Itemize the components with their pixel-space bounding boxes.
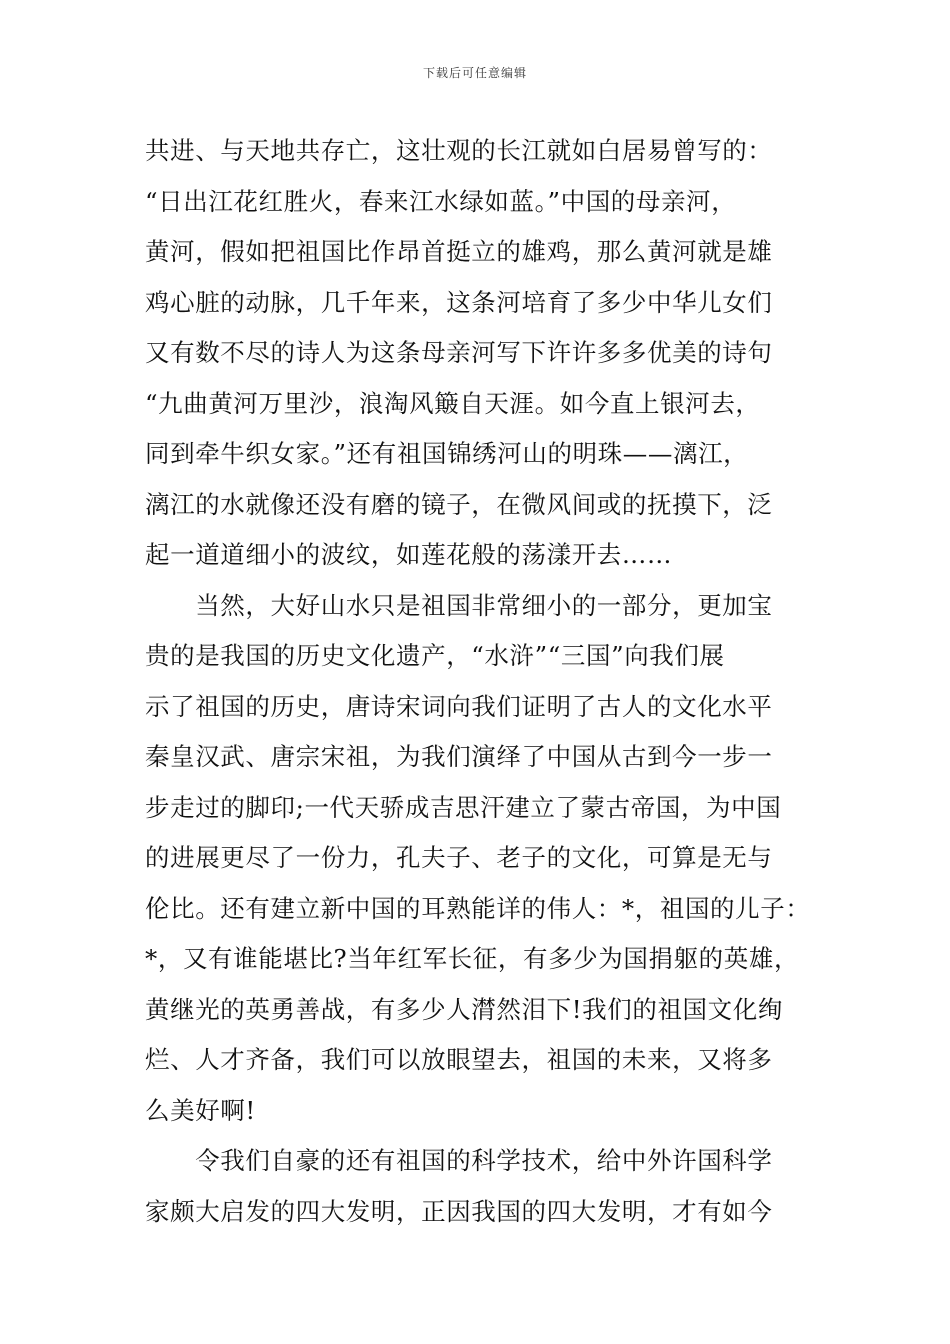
text-line: 伦比。还有建立新中国的耳熟能详的伟人：*，祖国的儿子： <box>145 893 811 923</box>
text-line: 同到牵牛织女家。”还有祖国锦绣河山的明珠——漓江， <box>145 439 749 468</box>
paragraph-3 <box>145 1136 825 1237</box>
text-line: *，又有谁能堪比?当年红军长征，有多少为国捐躯的英雄， <box>145 944 800 973</box>
paragraph-1 <box>145 126 825 581</box>
text-line: 家颇大启发的四大发明，正因我国的四大发明，才有如今 <box>145 1196 773 1226</box>
text-line: 令我们自豪的还有祖国的科学技术，给中外许国科学 <box>145 1146 773 1175</box>
text-line: 起一道道细小的波纹，如莲花般的荡漾开去…… <box>145 540 673 569</box>
text-line: 的进展更尽了一份力，孔夫子、老子的文化，可算是无与 <box>145 843 773 872</box>
paragraph-2 <box>145 581 825 1137</box>
text-line: 漓江的水就像还没有磨的镜子，在微风间或的抚摸下，泛 <box>145 489 773 519</box>
text-line: 黄继光的英勇善战，有多少人潸然泪下!我们的祖国文化绚 <box>145 994 783 1024</box>
text-line: 贵的是我国的历史文化遗产，“水浒”“三国”向我们展 <box>145 641 725 670</box>
text-line: 黄河，假如把祖国比作昂首挺立的雄鸡，那么黄河就是雄 <box>145 237 773 266</box>
text-line: 当然，大好山水只是祖国非常细小的一部分，更加宝 <box>145 590 773 620</box>
document-body <box>145 126 825 1237</box>
page-header: 下载后可任意编辑 <box>422 66 527 80</box>
text-line: 共进、与天地共存亡，这壮观的长江就如白居易曾写的： <box>145 136 773 165</box>
text-line: 步走过的脚印;一代天骄成吉思汗建立了蒙古帝国，为中国 <box>145 792 782 822</box>
text-line: 烂、人才齐备，我们可以放眼望去，祖国的未来，又将多 <box>145 1045 773 1074</box>
text-line: 秦皇汉武、唐宗宋祖，为我们演绎了中国从古到今一步一 <box>145 742 773 771</box>
text-line: 么美好啊! <box>145 1095 256 1125</box>
text-line: 鸡心脏的动脉，几千年来，这条河培育了多少中华儿女们 <box>145 287 773 317</box>
text-line: 示了祖国的历史，唐诗宋词向我们证明了古人的文化水平 <box>145 691 773 721</box>
text-line: “九曲黄河万里沙，浪淘风簸自天涯。如今直上银河去， <box>145 388 761 418</box>
text-line: “日出江花红胜火，春来江水绿如蓝。”中国的母亲河， <box>145 186 737 216</box>
text-line: 又有数不尽的诗人为这条母亲河写下许许多多优美的诗句 <box>145 338 773 367</box>
